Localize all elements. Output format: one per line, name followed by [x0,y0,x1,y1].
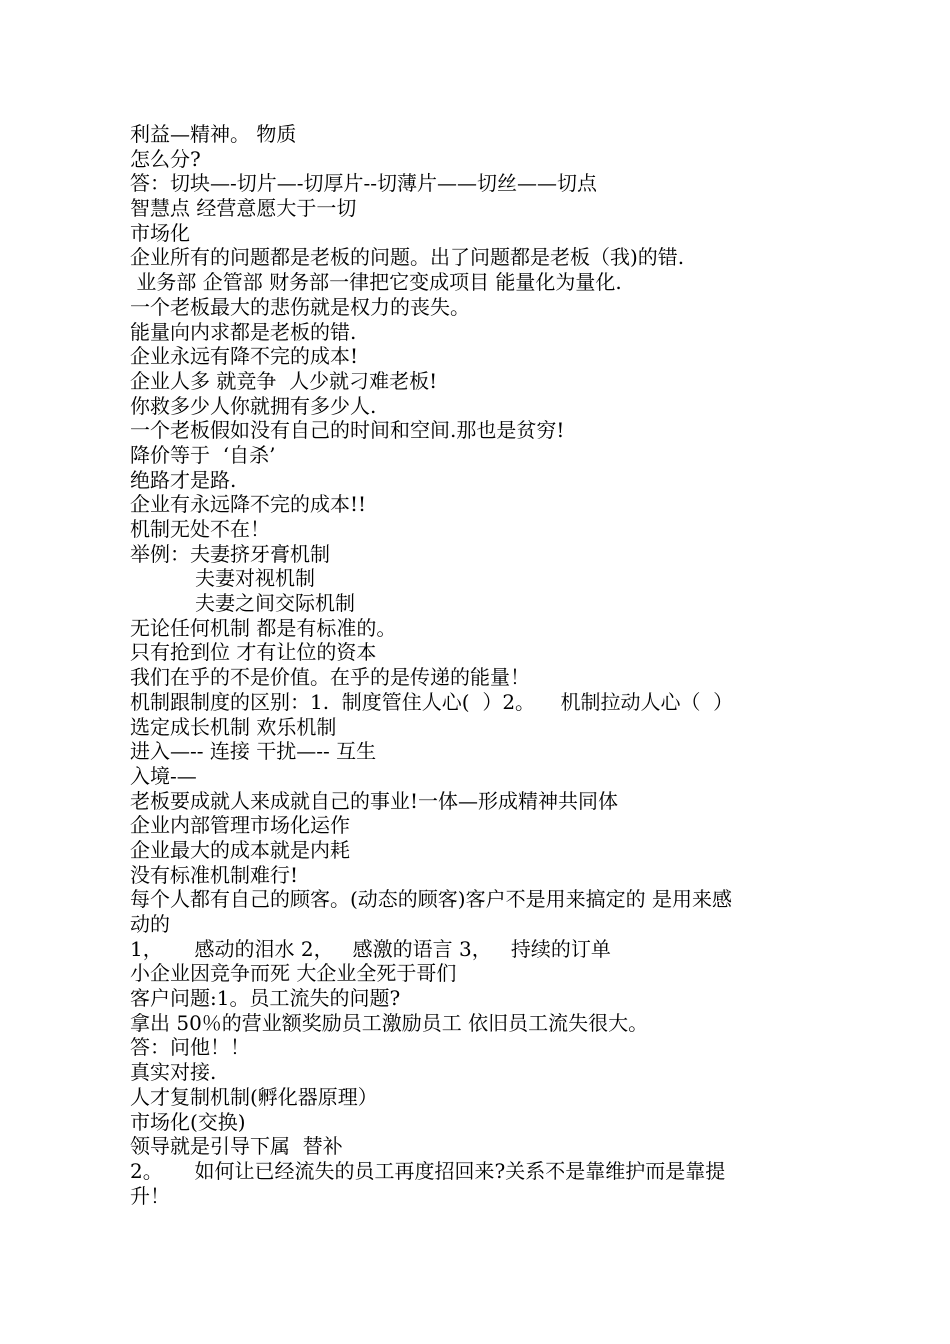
text-line: 机制跟制度的区别：1. 制度管住人心( ）2。 机制拉动人心（ ） [130,689,734,714]
text-line: 企业人多 就竞争 人少就刁难老板! [130,368,438,393]
text-line: 业务部 企管部 财务部一律把它变成项目 能量化为量化. [130,270,622,295]
text-line: 只有抢到位 才有让位的资本 [130,640,377,665]
text-line: 企业有永远降不完的成本!! [130,492,367,517]
text-line-indented: 夫妻对视机制 [195,566,315,591]
text-line: 能量向内求都是老板的错. [130,319,357,344]
text-line: 我们在乎的不是价值。在乎的是传递的能量！ [130,665,530,690]
text-line: 选定成长机制 欢乐机制 [130,714,337,739]
text-line: 2。 如何让已经流失的员工再度招回来?关系不是靠维护而是靠提 [130,1158,726,1183]
text-line: 降价等于 ‘自杀’ [130,442,276,467]
text-line: 企业永远有降不完的成本! [130,344,359,369]
text-line: 动的 [130,912,170,936]
text-line: 企业最大的成本就是内耗 [130,837,350,862]
text-line: 进入—-- 连接 干扰—-- 互生 [130,739,377,764]
text-line: 市场化(交换) [130,1109,246,1134]
text-line: 一个老板假如没有自己的时间和空间.那也是贫穷! [130,418,565,443]
document-page [130,122,830,1208]
text-line: 升！ [130,1183,170,1208]
text-line: 怎么分? [130,146,201,171]
text-line: 举例：夫妻挤牙膏机制 [130,541,330,566]
text-line: 一个老板最大的悲伤就是权力的丧失。 [130,294,470,319]
text-line: 机制无处不在！ [130,517,270,541]
text-line: 拿出 50％的营业额奖励员工激励员工 依旧员工流失很大。 [130,1010,649,1035]
text-line: 利益—精神。 物质 [130,122,297,146]
text-line: 每个人都有自己的顾客。(动态的顾客)客户不是用来搞定的 是用来感 [130,887,732,912]
text-line: 你救多少人你就拥有多少人. [130,393,377,418]
text-line: 答：切块—-切片—-切厚片--切薄片——切丝——切点 [130,171,598,196]
text-line: 绝路才是路. [130,467,237,492]
text-line: 1， 感动的泪水 2， 感激的语言 3， 持续的订单 [130,936,611,961]
text-line: 企业所有的问题都是老板的问题。出了问题都是老板（我)的错. [130,245,685,270]
text-line: 入境-— [130,763,197,788]
text-line: 领导就是引导下属 替补 [130,1134,343,1159]
text-line: 真实对接. [130,1060,217,1085]
text-line: 无论任何机制 都是有标准的。 [130,615,397,640]
text-line: 客户问题:1。员工流失的问题? [130,986,401,1011]
text-line: 答：问他！！ [130,1035,250,1060]
text-line: 老板要成就人来成就自己的事业!一体—形成精神共同体 [130,788,619,813]
text-line: 智慧点 经营意愿大于一切 [130,196,357,221]
text-line: 人才复制机制(孵化器原理） [130,1084,378,1109]
text-line-indented: 夫妻之间交际机制 [195,591,355,616]
text-line: 小企业因竞争而死 大企业全死于哥们 [130,961,457,986]
text-line: 没有标准机制难行! [130,862,299,887]
text-line: 企业内部管理市场化运作 [130,813,350,838]
text-line: 市场化 [130,220,190,245]
